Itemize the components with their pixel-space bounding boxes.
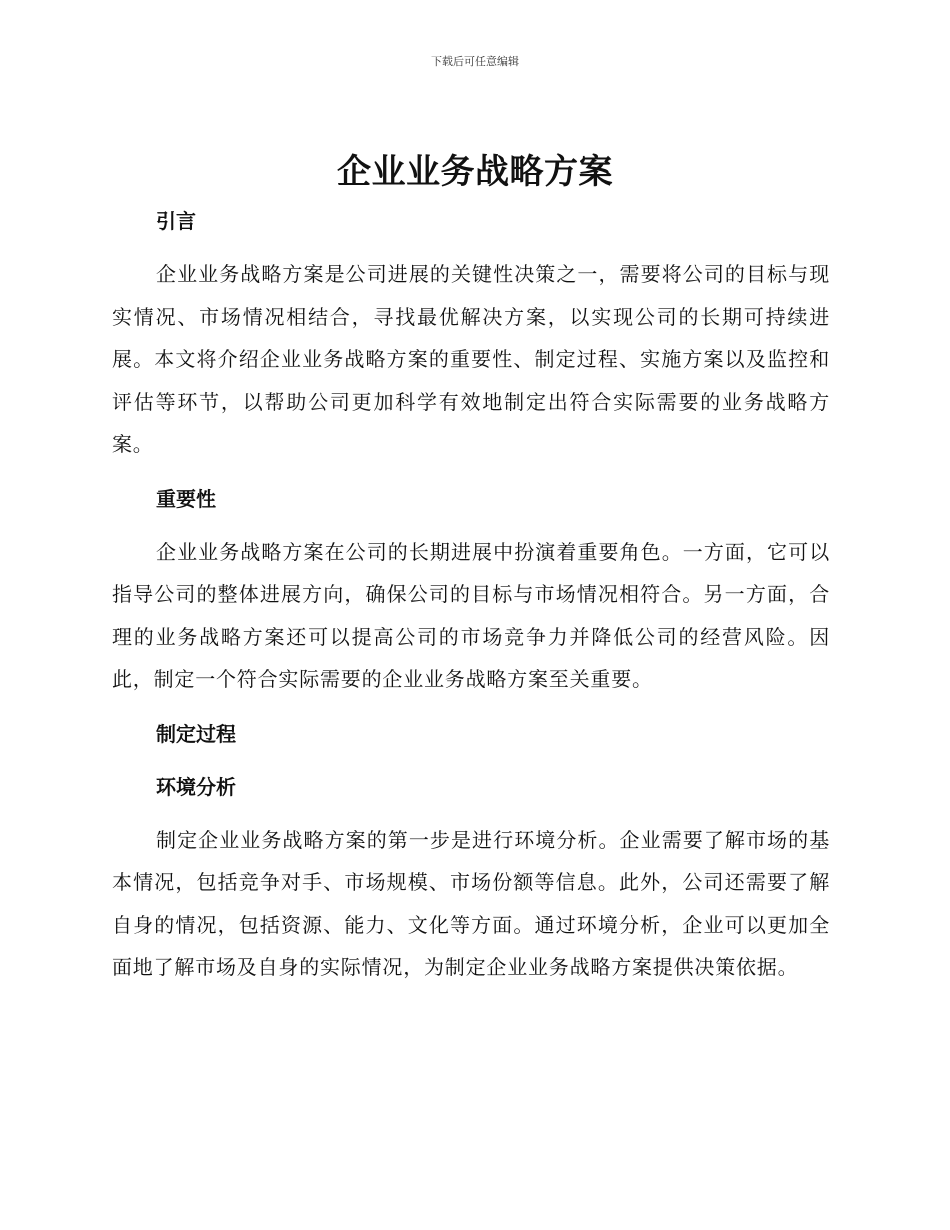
paragraph-importance: 企业业务战略方案在公司的长期进展中扮演着重要角色。一方面，它可以指导公司的整体进展方向，确保公司的目标与市场情况相符合。另一方面，合理的业务战略方案还可以提高公司的市场竞争力并降低公司的经营风险。因此，制定一个符合实际需要的企业业务战略方案至关重要。 <box>112 539 830 691</box>
section-heading-importance: 重要性 <box>156 486 216 511</box>
paragraph-environment: 制定企业业务战略方案的第一步是进行环境分析。企业需要了解市场的基本情况，包括竞争对手、市场规模、市场份额等信息。此外，公司还需要了解自身的情况，包括资源、能力、文化等方面。通过环境分析，企业可以更加全面地了解市场及自身的实际情况，为制定企业业务战略方案提供决策依据。 <box>112 827 830 979</box>
paragraph-intro: 企业业务战略方案是公司进展的关键性决策之一，需要将公司的目标与现实情况、市场情况相结合，寻找最优解决方案，以实现公司的长期可持续进展。本文将介绍企业业务战略方案的重要性、制定过程、实施方案以及监控和评估等环节，以帮助公司更加科学有效地制定出符合实际需要的业务战略方案。 <box>112 262 830 456</box>
section-heading-process: 制定过程 <box>156 721 236 746</box>
document-body <box>112 200 830 989</box>
document-title: 企业业务战略方案 <box>337 152 613 192</box>
section-heading-intro: 引言 <box>156 209 196 233</box>
header-note: 下载后可任意编辑 <box>431 55 519 68</box>
section-heading-environment: 环境分析 <box>156 774 236 799</box>
